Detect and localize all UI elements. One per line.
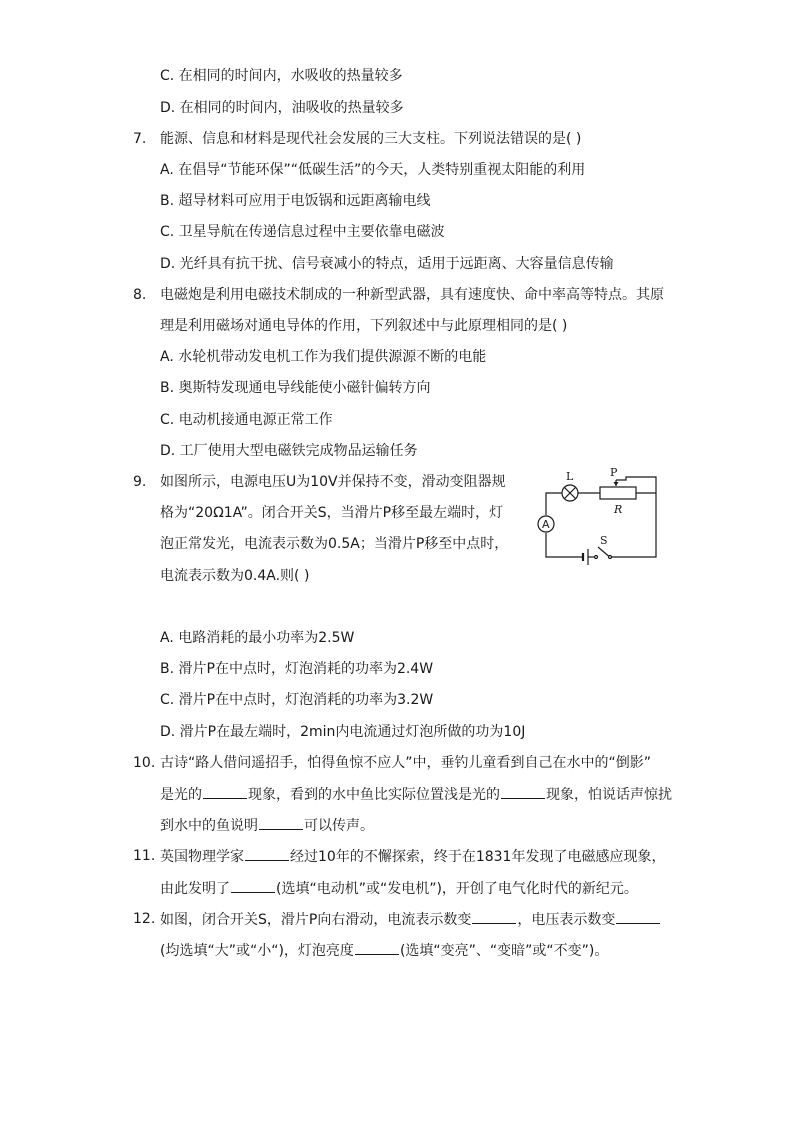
q9-stem-line3: 泡正常发光，电流表示数为0.5A；当滑片P移至中点时， bbox=[160, 536, 509, 552]
resistor-symbol bbox=[600, 487, 636, 499]
answer-blank[interactable] bbox=[245, 846, 289, 861]
q11-line1 bbox=[160, 846, 665, 867]
q10-line2-part3: 现象，怕说话声惊扰 bbox=[546, 787, 672, 803]
q12-line2 bbox=[160, 940, 608, 961]
q10-line2-part1: 是光的 bbox=[160, 787, 202, 803]
q9-option-d: D. 滑片P在最左端时，2min内电流通过灯泡所做的功为10J bbox=[160, 724, 526, 740]
q9-stem-line4: 电流表示数为0.4A.则( ) bbox=[160, 568, 310, 584]
q12-line1-part1: 如图，闭合开关S，滑片P向右滑动，电流表示数变 bbox=[160, 912, 472, 928]
label-resistor: R bbox=[614, 503, 623, 516]
q8-stem-line1: 电磁炮是利用电磁技术制成的一种新型武器，具有速度快、命中率高等特点。其原 bbox=[160, 287, 664, 303]
circuit-diagram bbox=[528, 465, 660, 571]
wire-top-left bbox=[546, 493, 562, 515]
q7-option-b: B. 超导材料可应用于电饭锅和远距离输电线 bbox=[160, 193, 431, 209]
q7-number: 7. bbox=[133, 131, 147, 147]
q6-option-d: D. 在相同的时间内，油吸收的热量较多 bbox=[160, 100, 404, 116]
q10-line3-part1: 到水中的鱼说明 bbox=[160, 818, 258, 834]
q10-line1: 古诗“路人借问遥招手，怕得鱼惊不应人”中，垂钓儿童看到自己在水中的“倒影” bbox=[160, 755, 652, 771]
answer-blank[interactable] bbox=[501, 784, 545, 799]
q10-number: 10. bbox=[133, 755, 156, 771]
q12-line1-part2: ，电压表示数变 bbox=[517, 912, 616, 928]
q11-number: 11. bbox=[133, 848, 156, 864]
q9-stem-line2: 格为“20Ω1A”。闭合开关S，当滑片P移至最左端时，灯 bbox=[160, 505, 504, 521]
q12-line2-part2: (选填“变亮”、“变暗”或“不变”)。 bbox=[399, 943, 609, 959]
label-ammeter: A bbox=[542, 518, 550, 531]
q7-stem: 能源、信息和材料是现代社会发展的三大支柱。下列说法错误的是( ) bbox=[160, 131, 582, 147]
q12-line1 bbox=[160, 909, 661, 930]
q8-option-c: C. 电动机接通电源正常工作 bbox=[160, 412, 333, 428]
q11-line2-part2: (选填“电动机”或“发电机”)，开创了电气化时代的新纪元。 bbox=[276, 881, 638, 897]
q11-line1-part2: 经过10年的不懈探索，终于在1831年发现了电磁感应现象， bbox=[290, 849, 666, 865]
answer-blank[interactable] bbox=[355, 940, 399, 955]
q7-option-c: C. 卫星导航在传递信息过程中主要依靠电磁波 bbox=[160, 224, 445, 240]
q8-number: 8. bbox=[133, 287, 147, 303]
q8-option-d: D. 工厂使用大型电磁铁完成物品运输任务 bbox=[160, 443, 418, 459]
q8-option-b: B. 奥斯特发现通电导线能使小磁针偏转方向 bbox=[160, 380, 431, 396]
q11-line1-part1: 英国物理学家 bbox=[160, 849, 244, 865]
q10-line2 bbox=[160, 784, 672, 805]
q11-line2-part1: 由此发明了 bbox=[160, 881, 230, 897]
wire-bottom bbox=[546, 533, 583, 557]
q12-number: 12. bbox=[133, 911, 156, 927]
q9-option-c: C. 滑片P在中点时，灯泡消耗的功率为3.2W bbox=[160, 692, 434, 708]
q12-line2-part1: (均选填“大”或“小“)，灯泡亮度 bbox=[160, 943, 354, 959]
q9-number: 9. bbox=[133, 474, 147, 490]
q10-line2-part2: 现象，看到的水中鱼比实际位置浅是光的 bbox=[248, 787, 500, 803]
q8-option-a: A. 水轮机带动发电机工作为我们提供源源不断的电能 bbox=[160, 349, 487, 365]
label-slider: P bbox=[610, 466, 618, 479]
q6-option-c: C. 在相同的时间内，水吸收的热量较多 bbox=[160, 68, 403, 84]
q11-line2 bbox=[160, 878, 638, 899]
answer-blank[interactable] bbox=[616, 909, 660, 924]
q9-option-a: A. 电路消耗的最小功率为2.5W bbox=[160, 630, 355, 646]
q7-option-a: A. 在倡导“节能环保”“低碳生活”的今天，人类特别重视太阳能的利用 bbox=[160, 162, 586, 178]
label-switch: S bbox=[600, 534, 608, 547]
q7-option-d: D. 光纤具有抗干扰、信号衰减小的特点，适用于远距离、大容量信息传输 bbox=[160, 256, 614, 272]
answer-blank[interactable] bbox=[472, 909, 516, 924]
answer-blank[interactable] bbox=[259, 815, 303, 830]
q9-stem-line1: 如图所示，电源电压U为10V并保持不变，滑动变阻器规 bbox=[160, 474, 506, 490]
answer-blank[interactable] bbox=[203, 784, 247, 799]
q10-line3-part2: 可以传声。 bbox=[304, 818, 374, 834]
q9-option-b: B. 滑片P在中点时，灯泡消耗的功率为2.4W bbox=[160, 661, 434, 677]
answer-blank[interactable] bbox=[231, 878, 275, 893]
switch-symbol bbox=[609, 556, 612, 559]
label-lamp: L bbox=[566, 470, 574, 483]
q8-stem-line2: 理是利用磁场对通电导体的作用，下列叙述中与此原理相同的是( ) bbox=[160, 318, 568, 334]
q10-line3 bbox=[160, 815, 374, 836]
